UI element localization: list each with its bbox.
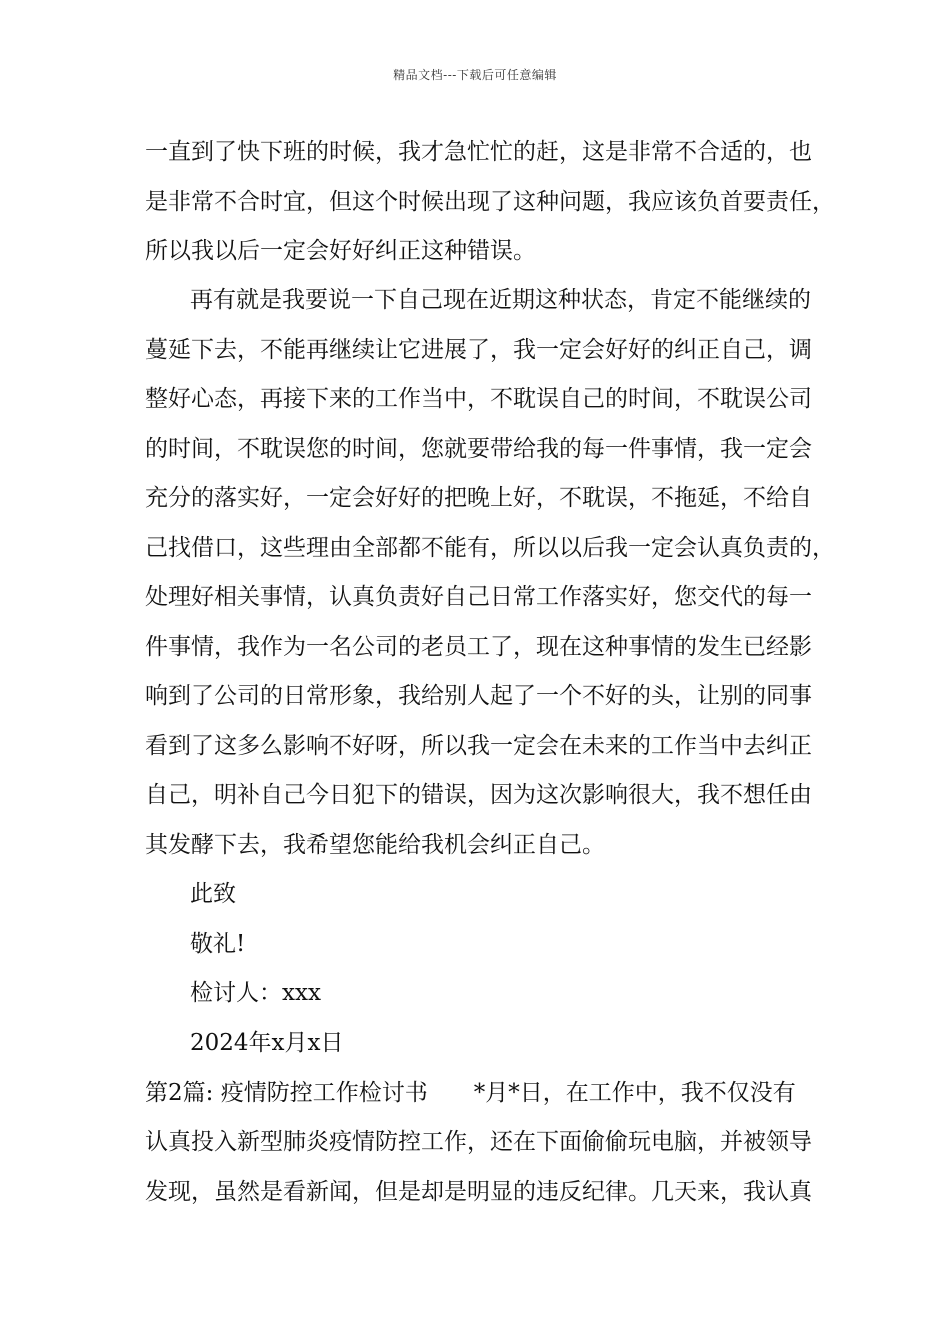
page-header: 精品文档---下载后可任意编辑 (393, 68, 557, 82)
text-line: 是非常不合时宜，但这个时候出现了这种问题，我应该负首要责任， (145, 189, 835, 215)
text-line: 发现，虽然是看新闻，但是却是明显的违反纪律。几天来，我认真 (145, 1179, 812, 1205)
text-line: 响到了公司的日常形象，我给别人起了一个不好的头，让别的同事 (145, 683, 812, 709)
text-line: 看到了这多么影响不好呀，所以我一定会在未来的工作当中去纠正 (145, 733, 812, 759)
text-line: 蔓延下去，不能再继续让它进展了，我一定会好好的纠正自己，调 (145, 337, 812, 363)
signature-line: 检讨人：xxx (190, 980, 321, 1006)
text-line: 一直到了快下班的时候，我才急忙忙的赶，这是非常不合适的，也 (145, 139, 812, 165)
text-line: 认真投入新型肺炎疫情防控工作，还在下面偷偷玩电脑，并被领导 (145, 1129, 812, 1155)
text-line: 的时间，不耽误您的时间，您就要带给我的每一件事情，我一定会 (145, 436, 812, 462)
closing-regards: 敬礼! (190, 931, 246, 957)
text-line: 整好心态，再接下来的工作当中，不耽误自己的时间，不耽误公司 (145, 386, 812, 412)
text-line: 其发酵下去，我希望您能给我机会纠正自己。 (145, 832, 605, 858)
date-line: 2024年x月x日 (190, 1030, 344, 1056)
text-line: 处理好相关事情，认真负责好自己日常工作落实好，您交代的每一 (145, 584, 812, 610)
text-line: 件事情，我作为一名公司的老员工了，现在这种事情的发生已经影 (145, 634, 812, 660)
text-line: 充分的落实好，一定会好好的把晚上好，不耽误，不拖延，不给自 (145, 485, 812, 511)
text-line: 自己，明补自己今日犯下的错误，因为这次影响很大，我不想任由 (145, 782, 812, 808)
text-line: 所以我以后一定会好好纠正这种错误。 (145, 238, 536, 264)
closing-salutation: 此致 (190, 881, 236, 907)
section-heading-line: 第2篇: 疫情防控工作检讨书 *月*日，在工作中，我不仅没有 (145, 1080, 796, 1106)
text-line: 再有就是我要说一下自己现在近期这种状态，肯定不能继续的 (190, 287, 811, 313)
text-line: 己找借口，这些理由全部都不能有，所以以后我一定会认真负责的， (145, 535, 835, 561)
